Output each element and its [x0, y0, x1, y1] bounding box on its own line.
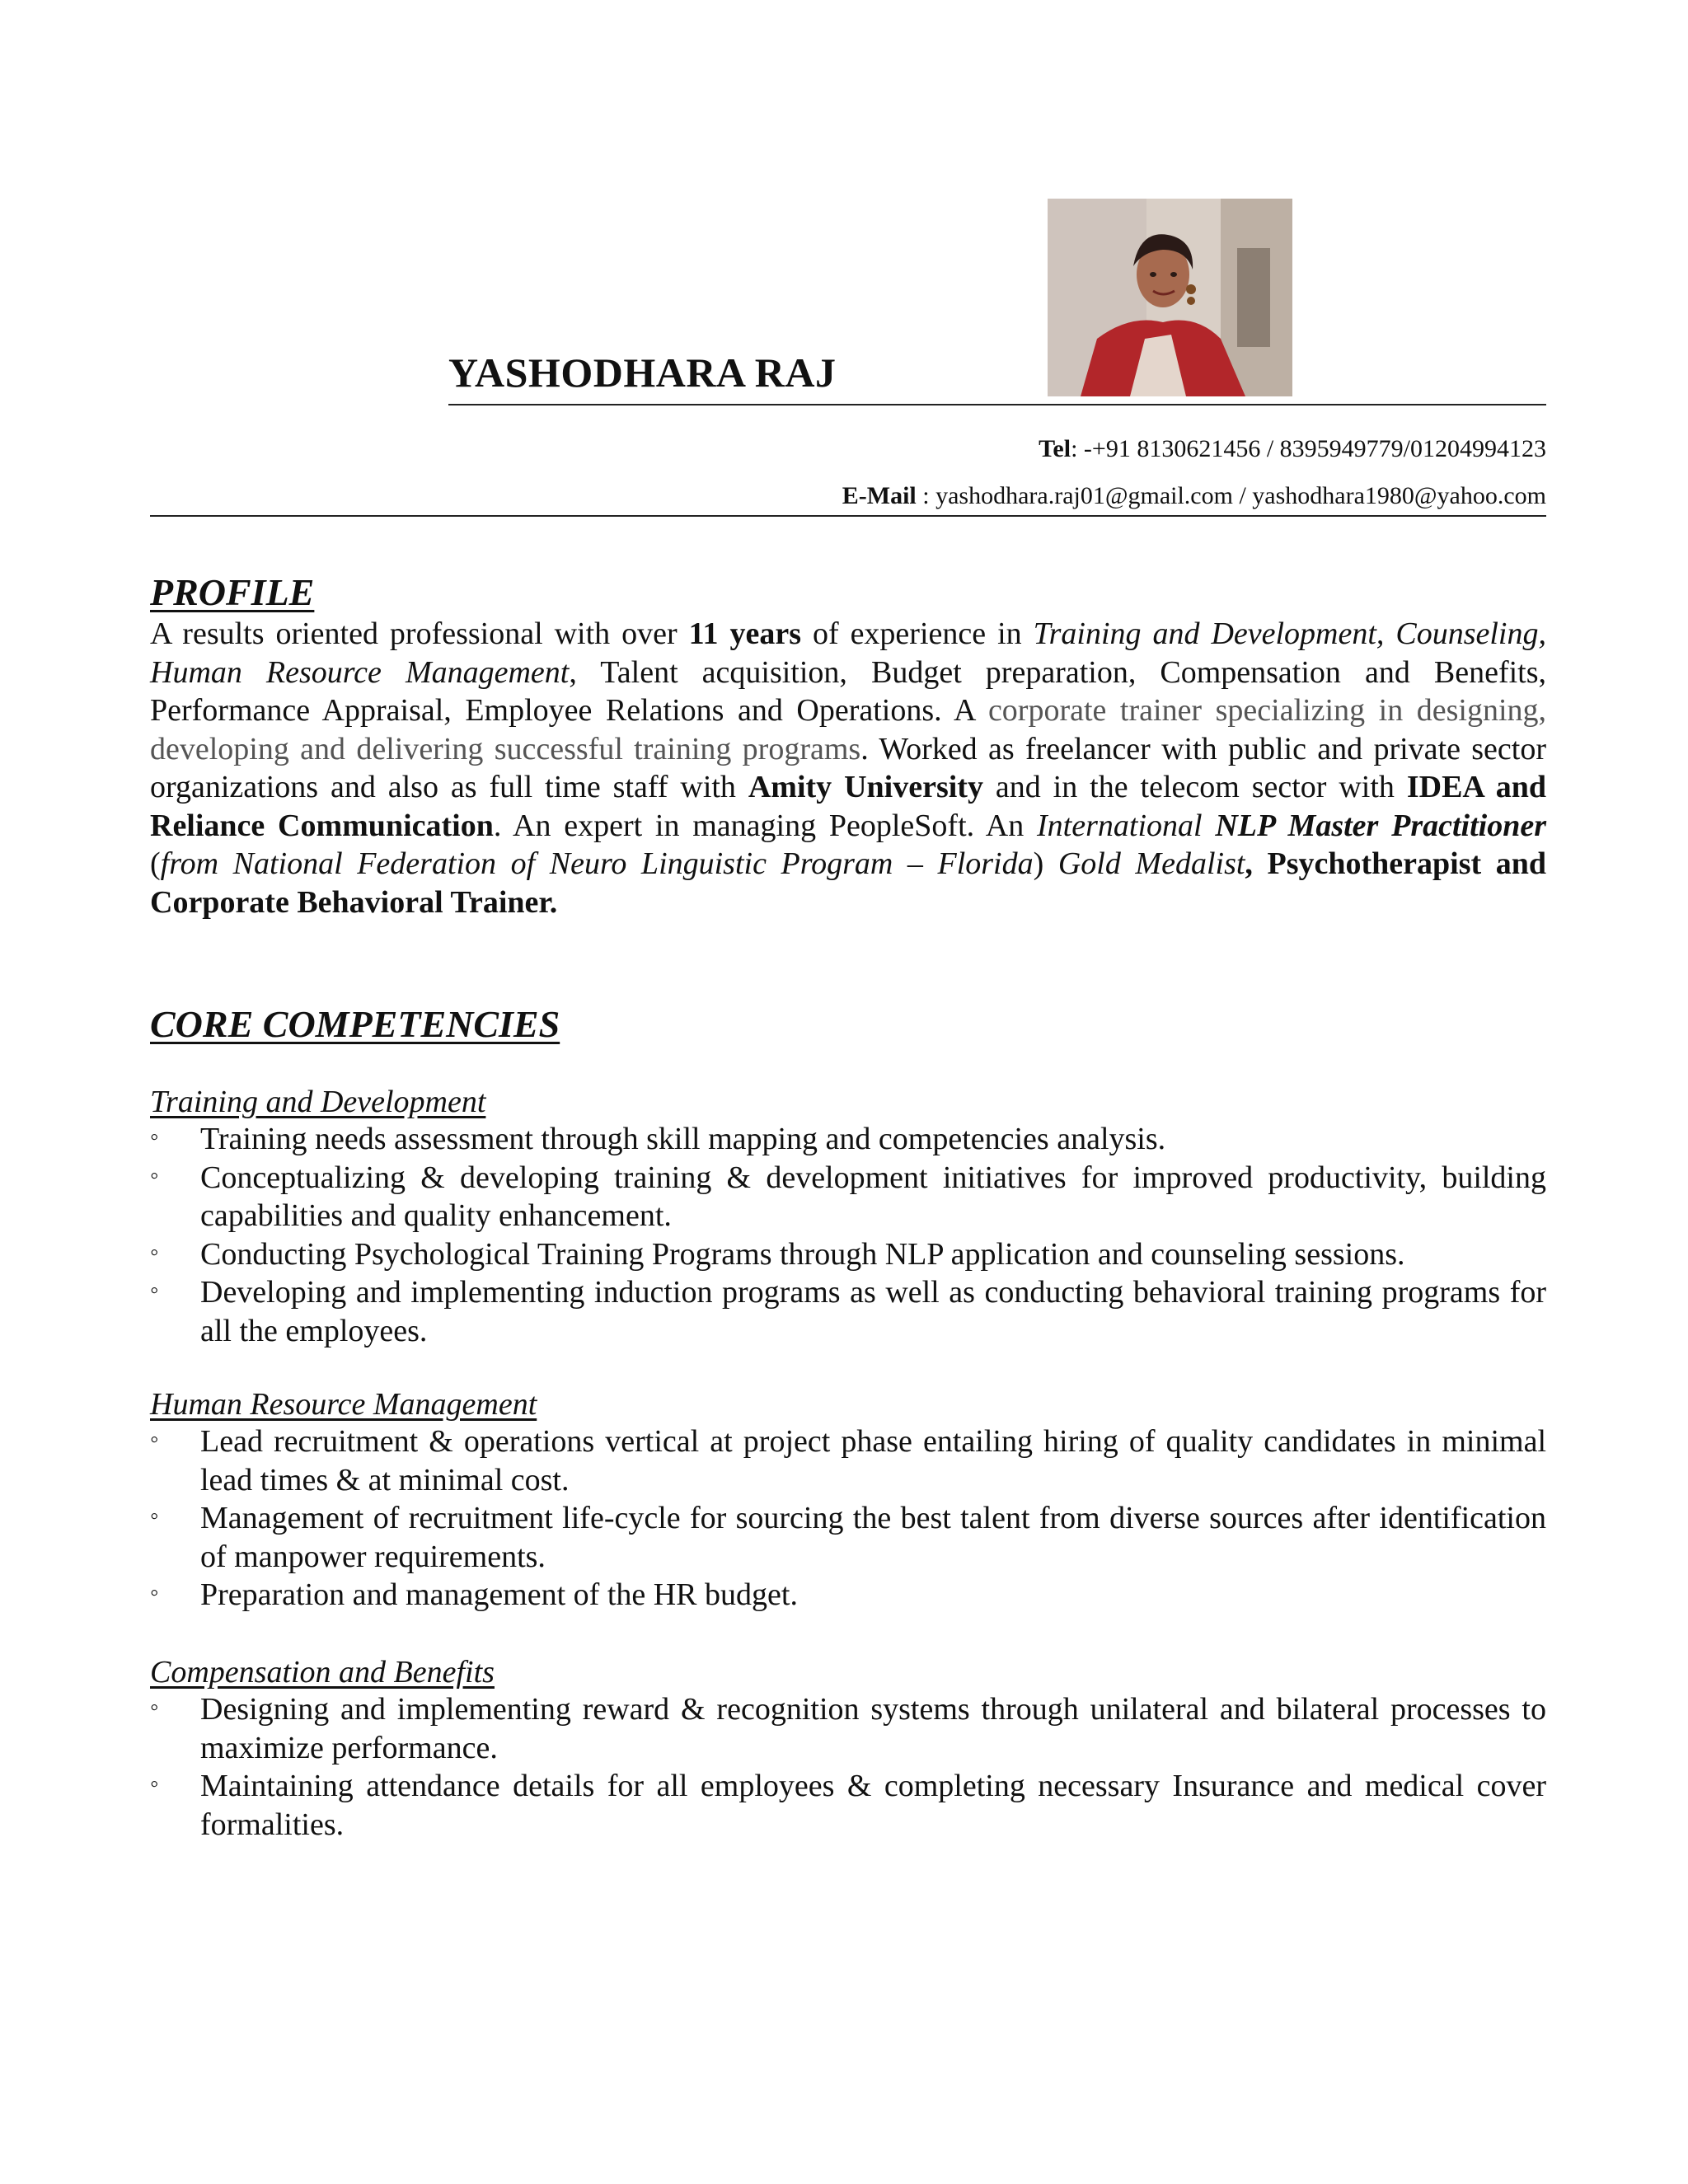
profile-heading: PROFILE — [150, 571, 315, 613]
comp-subheading: Compensation and Benefits — [150, 1655, 495, 1690]
comp-list — [150, 1690, 1546, 1844]
profile-medalist: Gold Medalist — [1057, 846, 1245, 881]
tel-value: : -+91 8130621456 / 8395949779/01204994123 — [1071, 435, 1546, 462]
profile-text: of experience in — [801, 616, 1034, 651]
candidate-name: YASHODHARA RAJ — [448, 349, 837, 396]
list-item-text: Management of recruitment life-cycle for sourcing the best talent from diverse sources after identification of manpower requirements. — [200, 1501, 1546, 1574]
contact-rule — [150, 515, 1546, 517]
list-item-text: Developing and implementing induction programs as well as conducting behavioral training programs for all the employees. — [200, 1275, 1546, 1348]
hrm-list — [150, 1422, 1546, 1615]
list-item-text: Designing and implementing reward & recognition systems through unilateral and bilateral processes to maximize performance. — [200, 1692, 1546, 1765]
bullet-icon: ◦ — [150, 1277, 159, 1304]
profile-roles: , Psychotherapist and Corporate Behavioral Trainer. — [150, 846, 1546, 920]
list-item — [150, 1767, 1546, 1844]
bullet-icon: ◦ — [150, 1161, 159, 1189]
bullet-icon: ◦ — [150, 1426, 159, 1453]
email-label: E-Mail — [842, 482, 917, 509]
bullet-icon: ◦ — [150, 1579, 159, 1606]
list-item — [150, 1422, 1546, 1499]
list-item — [150, 1159, 1546, 1235]
list-item-text: Conducting Psychological Training Programs through NLP application and counseling sessions. — [200, 1236, 1405, 1272]
bullet-icon: ◦ — [150, 1238, 159, 1266]
list-item — [150, 1120, 1546, 1159]
telephone-line — [577, 434, 1546, 464]
profile-text: . An expert in managing PeopleSoft. An — [493, 808, 1038, 843]
tel-label: Tel — [1039, 435, 1071, 462]
bullet-icon: ◦ — [150, 1770, 159, 1797]
profile-text: ( — [150, 846, 161, 881]
list-item-text: Conceptualizing & developing training & development initiatives for improved productivity, building capabilities and quality enhancement. — [200, 1160, 1546, 1233]
list-item — [150, 1576, 1546, 1615]
profile-text: International — [1037, 808, 1216, 843]
training-subheading: Training and Development — [150, 1085, 486, 1119]
profile-telecom: IDEA and Reliance Communication — [150, 770, 1546, 843]
profile-text: , Talent acquisition, Budget preparation, Compensation and Benefits, Performance Appraisal, Employee Relations and Operations. A — [150, 654, 1547, 728]
profile-trainer-text: corporate trainer specializing in designing, developing and delivering successful training programs — [150, 693, 1546, 766]
header-rule — [448, 404, 1546, 405]
profile-text: and in the telecom sector with — [982, 770, 1407, 804]
profile-text: ) — [1033, 846, 1058, 881]
profile-text: . Worked as freelancer with public and private sector organizations and also as full time staff with — [150, 731, 1546, 804]
list-item-text: Lead recruitment & operations vertical at project phase entailing hiring of quality candidates in minimal lead times & at minimal cost. — [200, 1424, 1546, 1497]
profile-years: 11 years — [688, 616, 801, 651]
list-item — [150, 1499, 1546, 1576]
hrm-subheading: Human Resource Management — [150, 1387, 537, 1422]
list-item — [150, 1273, 1546, 1350]
profile-photo-image — [1048, 199, 1292, 396]
profile-amity: Amity University — [748, 770, 983, 804]
bullet-icon: ◦ — [150, 1123, 159, 1151]
list-item — [150, 1690, 1546, 1767]
profile-nlp-source: from National Federation of Neuro Linguistic Program – Florida — [160, 846, 1034, 881]
profile-photo — [1048, 199, 1292, 396]
core-competencies-heading: CORE COMPETENCIES — [150, 1003, 560, 1045]
bullet-icon: ◦ — [150, 1502, 159, 1530]
profile-nlp: NLP Master Practitioner — [1215, 808, 1546, 843]
profile-text: A results oriented professional with over — [150, 616, 689, 651]
bullet-icon: ◦ — [150, 1694, 159, 1721]
list-item — [150, 1235, 1546, 1274]
training-list — [150, 1120, 1546, 1350]
list-item-text: Maintaining attendance details for all employees & completing necessary Insurance and medical cover formalities. — [200, 1769, 1546, 1842]
email-value: : yashodhara.raj01@gmail.com / yashodhara1980@yahoo.com — [916, 482, 1546, 509]
list-item-text: Preparation and management of the HR budget. — [200, 1577, 798, 1612]
profile-areas: Training and Development, Counseling, Human Resource Management — [150, 616, 1546, 690]
profile-paragraph — [150, 615, 1546, 921]
list-item-text: Training needs assessment through skill mapping and competencies analysis. — [200, 1122, 1166, 1156]
email-line — [577, 481, 1546, 511]
